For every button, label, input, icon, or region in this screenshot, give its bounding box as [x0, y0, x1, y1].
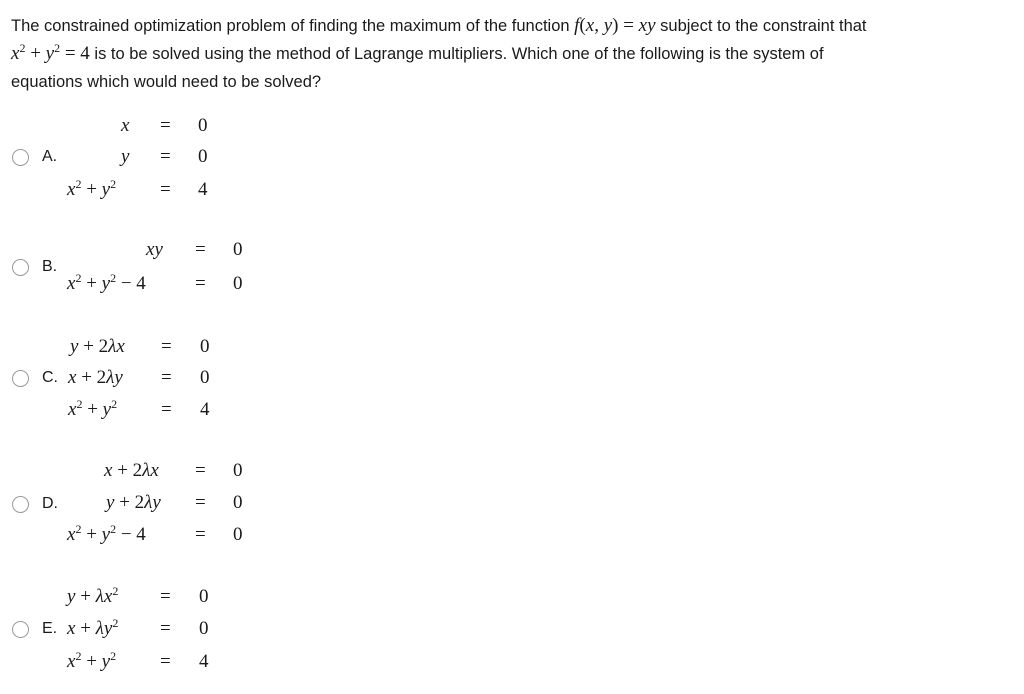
equation-lhs: $x^2 + y^2$: [67, 649, 117, 672]
equation-rhs: 0: [199, 586, 209, 607]
question-suffix: subject to the constraint that: [660, 17, 867, 35]
question-line-3-text: equations which would need to be solved?: [11, 73, 322, 91]
option-c[interactable]: [0, 332, 1024, 432]
equation-rel: =: [195, 460, 206, 481]
equation-lhs: $x + \lambda y^2$: [67, 616, 119, 639]
equation-rhs: 4: [200, 399, 210, 420]
equation-rhs: 0: [233, 460, 243, 481]
equation-rhs: 0: [198, 115, 208, 136]
constraint-expression: $x^2 + y^2 = 4$: [11, 41, 90, 64]
equation-rhs: 4: [198, 179, 208, 200]
equation-rel: =: [160, 146, 171, 167]
equation-rhs: 0: [200, 367, 210, 388]
equation-lhs: $x^2 + y^2 - 4$: [67, 522, 146, 545]
option-e[interactable]: [0, 582, 1024, 682]
question-text: [11, 12, 1011, 96]
function-expression: f(x, y) = xy: [574, 15, 656, 36]
equation-rel: =: [195, 239, 206, 260]
equation-rel: =: [160, 618, 171, 639]
equation-rhs: 0: [233, 524, 243, 545]
option-d-radio[interactable]: [12, 496, 29, 513]
equation-rhs: 4: [199, 651, 209, 672]
question-line-3: [11, 68, 1011, 96]
option-b-letter: B.: [42, 258, 58, 275]
option-e-letter: E.: [42, 620, 58, 637]
equation-rel: =: [161, 336, 172, 357]
equation-lhs: $x^2 + y^2 - 4$: [67, 271, 146, 294]
question-line-1: [11, 12, 1011, 40]
equation-rhs: 0: [200, 336, 210, 357]
option-d-letter: D.: [42, 495, 58, 512]
question-prefix: The constrained optimization problem of finding the maximum of the function: [11, 17, 570, 35]
equation-lhs: y + 2λy: [106, 492, 161, 513]
option-a[interactable]: [0, 110, 1024, 210]
equation-rhs: 0: [199, 618, 209, 639]
equation-rel: =: [195, 524, 206, 545]
equation-lhs: y: [121, 146, 130, 167]
equation-rhs: 0: [233, 492, 243, 513]
option-b[interactable]: [0, 235, 1024, 305]
option-c-radio[interactable]: [12, 370, 29, 387]
equation-lhs: xy: [146, 239, 163, 260]
equation-rel: =: [195, 273, 206, 294]
equation-rhs: 0: [233, 239, 243, 260]
equation-rel: =: [160, 651, 171, 672]
option-b-radio[interactable]: [12, 259, 29, 276]
option-d[interactable]: [0, 456, 1024, 556]
option-c-letter: C.: [42, 369, 58, 386]
equation-rel: =: [195, 492, 206, 513]
question-line-2: [11, 40, 1011, 68]
equation-rel: =: [161, 367, 172, 388]
equation-lhs: $y + \lambda x^2$: [67, 584, 119, 607]
equation-lhs: x + 2λy: [68, 367, 123, 388]
equation-rel: =: [160, 115, 171, 136]
equation-lhs: x: [121, 115, 130, 136]
equation-lhs: $x^2 + y^2$: [68, 397, 118, 420]
option-e-radio[interactable]: [12, 621, 29, 638]
equation-lhs: $x^2 + y^2$: [67, 177, 117, 200]
equation-rel: =: [160, 586, 171, 607]
question-line-2-text: is to be solved using the method of Lagrange multipliers. Which one of the following is the system of: [94, 45, 824, 63]
equation-rhs: 0: [198, 146, 208, 167]
option-a-radio[interactable]: [12, 149, 29, 166]
equation-lhs: y + 2λx: [70, 336, 125, 357]
equation-rel: =: [161, 399, 172, 420]
option-a-letter: A.: [42, 148, 58, 165]
equation-rhs: 0: [233, 273, 243, 294]
equation-rel: =: [160, 179, 171, 200]
equation-lhs: x + 2λx: [104, 460, 159, 481]
